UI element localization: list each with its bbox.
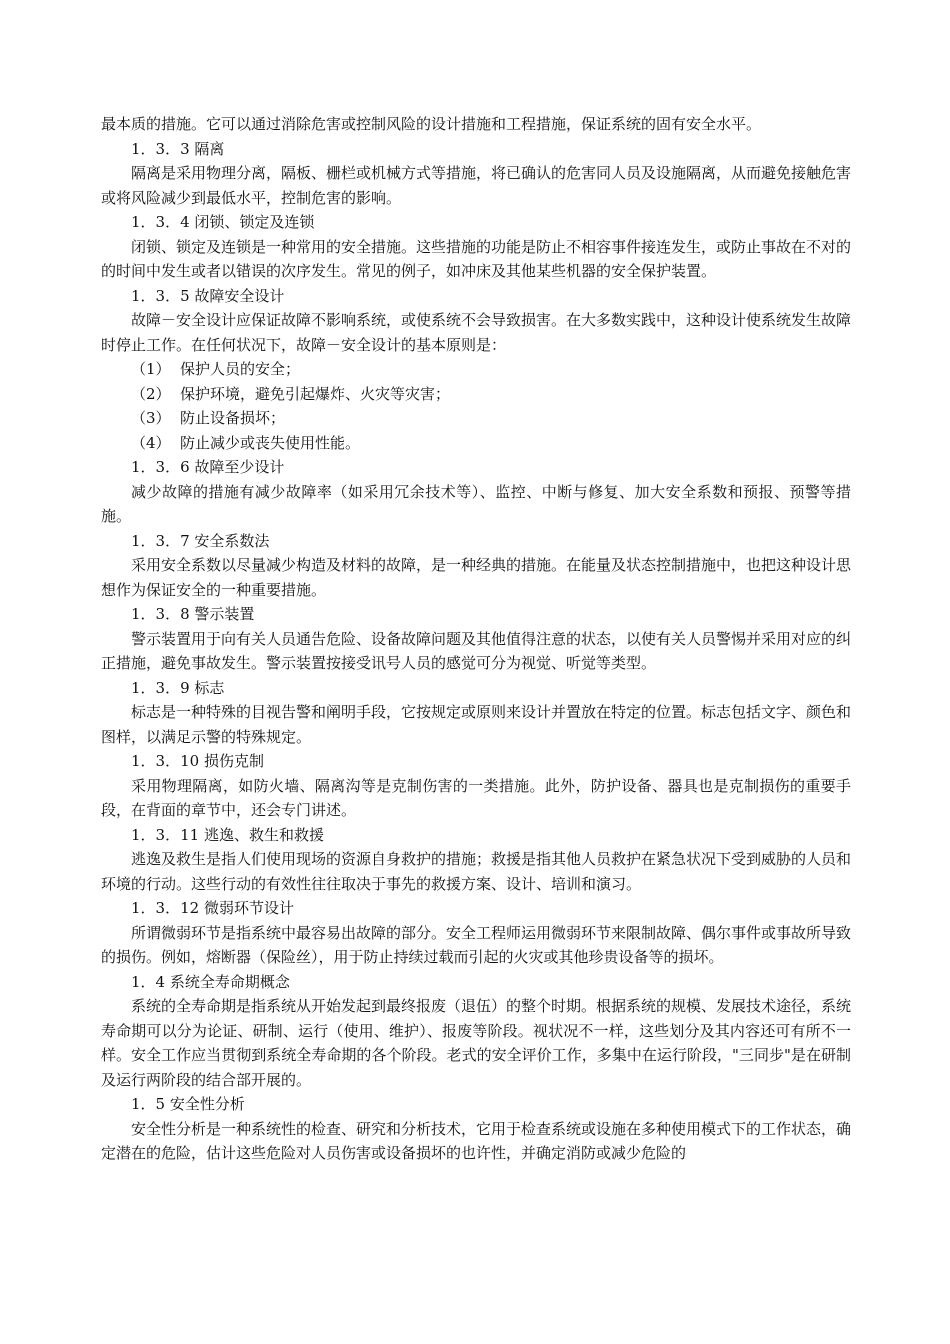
paragraph: 闭锁、锁定及连锁是一种常用的安全措施。这些措施的功能是防止不相容事件接连发生，或防止事故在不对的的时间中发生或者以错误的次序发生。常见的例子，如冲床及其他某些机器的安全保护装置。 bbox=[101, 237, 852, 280]
list-item bbox=[101, 406, 851, 431]
list-item bbox=[101, 357, 851, 382]
section-heading: 1．3．9 标志 bbox=[131, 678, 225, 697]
list-item-text: 防止减少或丧失使用性能。 bbox=[180, 433, 361, 452]
section-heading: 1．3．6 故障至少设计 bbox=[131, 458, 285, 476]
paragraph: 采用物理隔离，如防火墙、隔离沟等是克制伤害的一类措施。此外，防护设备、器具也是克制损伤的重要手段，在背面的章节中，还会专门讲述。 bbox=[101, 776, 851, 819]
section-heading: 1．3．7 安全系数法 bbox=[131, 531, 270, 550]
paragraph: 警示装置用于向有关人员通告危险、设备故障问题及其他值得注意的状态，以使有关人员警惕并采用对应的纠正措施，避免事故发生。警示装置按接受讯号人员的感觉可分为视觉、听觉等类型。 bbox=[101, 629, 852, 672]
list-item-text: 保护人员的安全； bbox=[180, 360, 301, 378]
paragraph: 系统的全寿命期是指系统从开始发起到最终报废（退伍）的整个时期。根据系统的规模、发展技术途径，系统寿命期可以分为论证、研制、运行（使用、维护）、报废等阶段。视状况不一样，这些划分及其内容还可有所不一样。安全工作应当贯彻到系统全寿命期的各个阶段。老式的安全评价工作，多集中在运行阶段，"三同步"是在研制及运行两阶段的结合部开展的。 bbox=[101, 997, 852, 1089]
section-heading: 1．4 系统全寿命期概念 bbox=[131, 972, 290, 991]
list-item-number: （3） bbox=[131, 409, 171, 427]
paragraph: 采用安全系数以尽量减少构造及材料的故障，是一种经典的措施。在能量及状态控制措施中，也把这种设计思想作为保证安全的一种重要措施。 bbox=[101, 556, 852, 599]
paragraph: 隔离是采用物理分离，隔板、栅栏或机械方式等措施，将已确认的危害同人员及设施隔离，从而避免接触危害或将风险减少到最低水平，控制危害的影响。 bbox=[101, 164, 852, 207]
paragraph: 安全性分析是一种系统性的检查、研究和分析技术，它用于检查系统或设施在多种使用模式下的工作状态，确定潜在的危险，估计这些危险对人员伤害或设备损坏的也许性，并确定消防或减少危险的 bbox=[101, 1119, 852, 1162]
section-heading: 1．3．5 故障安全设计 bbox=[131, 286, 285, 305]
list-item-number: （4） bbox=[131, 433, 171, 452]
list-item-text: 防止设备损坏； bbox=[180, 409, 286, 427]
list-item-number: （1） bbox=[131, 360, 171, 378]
section-heading: 1．3．3 隔离 bbox=[131, 139, 225, 158]
document-body bbox=[101, 112, 851, 1166]
paragraph: 故障－安全设计应保证故障不影响系统，或使系统不会导致损害。在大多数实践中，这种设计使系统发生故障时停止工作。在任何状况下，故障－安全设计的基本原则是： bbox=[101, 311, 852, 354]
paragraph: 最本质的措施。它可以通过消除危害或控制风险的设计措施和工程措施，保证系统的固有安全水平。 bbox=[101, 115, 762, 133]
section-heading: 1．3．8 警示装置 bbox=[131, 605, 255, 623]
paragraph: 逃逸及救生是指人们使用现场的资源自身救护的措施；救援是指其他人员救护在紧急状况下受到威胁的人员和环境的行动。这些行动的有效性往往取决于事先的救援方案、设计、培训和演习。 bbox=[101, 850, 852, 893]
section-heading: 1．5 安全性分析 bbox=[131, 1095, 245, 1113]
list-item-number: （2） bbox=[131, 384, 171, 403]
list-item-text: 保护环境，避免引起爆炸、火灾等灾害； bbox=[180, 384, 451, 403]
paragraph: 所谓微弱环节是指系统中最容易出故障的部分。安全工程师运用微弱环节来限制故障、偶尔事件或事故所导致的损伤。例如，熔断器（保险丝），用于防止持续过载而引起的火灾或其他珍贵设备等的损坏。 bbox=[101, 923, 852, 966]
paragraph: 减少故障的措施有减少故障率（如采用冗余技术等）、监控、中断与修复、加大安全系数和预报、预警等措施。 bbox=[101, 482, 851, 525]
section-heading: 1．3．11 逃逸、救生和救援 bbox=[131, 825, 324, 844]
paragraph: 标志是一种特殊的目视告警和阐明手段，它按规定或原则来设计并置放在特定的位置。标志包括文字、颜色和图样，以满足示警的特殊规定。 bbox=[101, 703, 852, 746]
section-heading: 1．3．10 损伤克制 bbox=[131, 752, 264, 770]
section-heading: 1．3．4 闭锁、锁定及连锁 bbox=[131, 213, 315, 231]
section-heading: 1．3．12 微弱环节设计 bbox=[131, 899, 294, 917]
list-item bbox=[101, 431, 851, 456]
list-item bbox=[101, 382, 851, 407]
